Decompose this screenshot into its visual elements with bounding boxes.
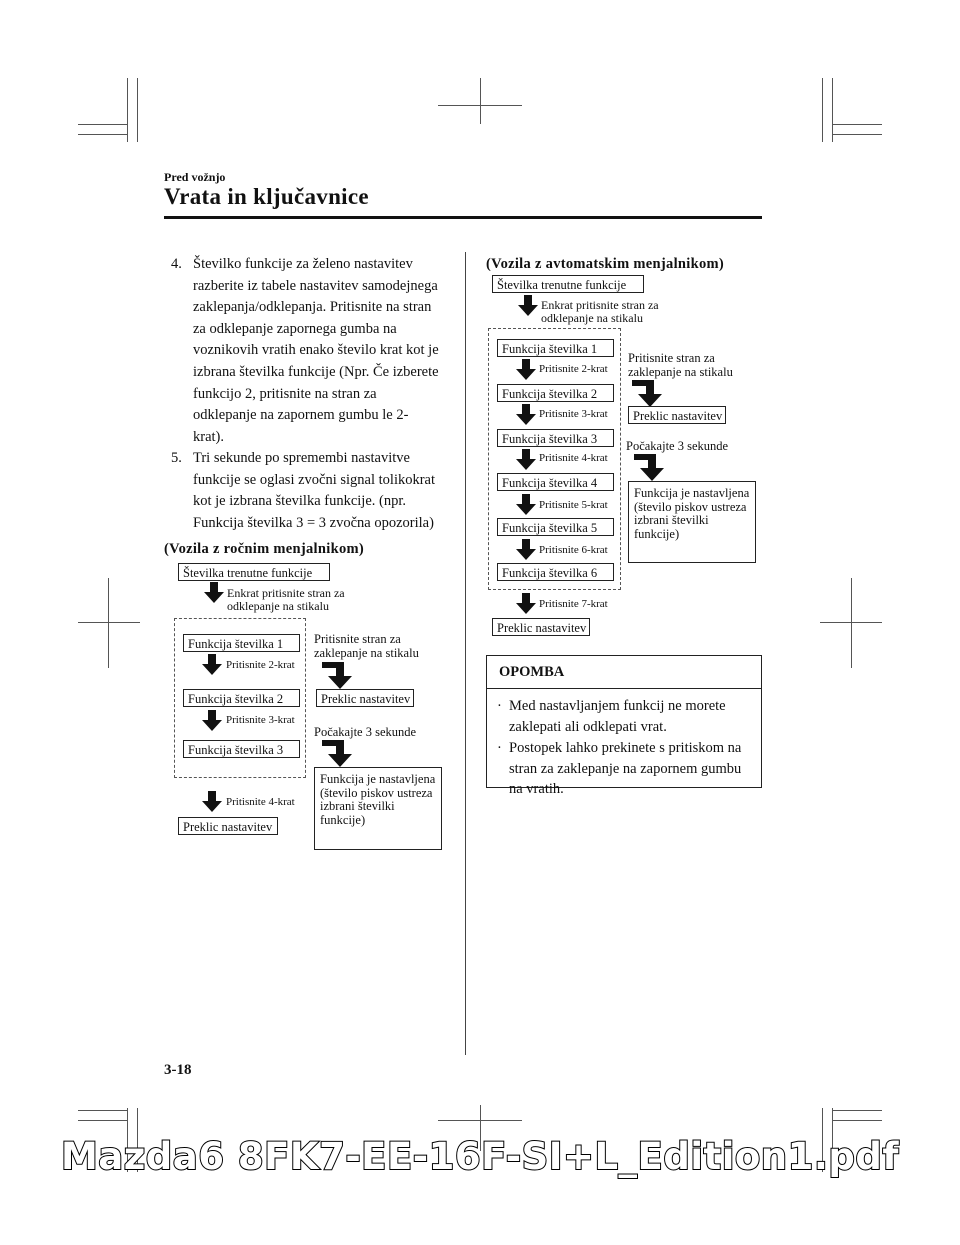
auto-press-5-label: Pritisnite 5-krat	[539, 499, 608, 511]
section-label: Pred vožnjo	[164, 170, 226, 184]
down-arrow-icon	[514, 404, 538, 426]
manual-function-1-box: Funkcija številka 1	[183, 634, 300, 652]
page-title: Vrata in ključavnice	[164, 184, 369, 209]
bent-arrow-icon	[322, 662, 356, 690]
auto-press-unlock-label: Enkrat pritisnite stran za odklepanje na stikalu	[541, 298, 659, 325]
down-arrow-icon	[514, 449, 538, 471]
down-arrow-icon	[200, 791, 224, 813]
footer-filename: Mazda6 8FK7-EE-16F-SI+L_Edition1.pdf	[60, 1135, 900, 1178]
column-divider	[465, 252, 466, 1055]
bent-arrow-icon	[634, 454, 668, 482]
down-arrow-icon	[200, 710, 224, 732]
auto-cancel-box: Preklic nastavitev	[628, 406, 726, 424]
automatic-heading: (Vozila z avtomatskim menjalnikom)	[486, 256, 725, 272]
manual-press-3-label: Pritisnite 3-krat	[226, 714, 295, 726]
down-arrow-icon	[514, 539, 538, 561]
auto-press-6-label: Pritisnite 6-krat	[539, 544, 608, 556]
down-arrow-icon	[514, 359, 538, 381]
step-5	[171, 448, 439, 534]
auto-function-3-box: Funkcija številka 3	[497, 429, 614, 447]
note-bullet	[497, 696, 757, 737]
auto-wait-label: Počakajte 3 sekunde	[626, 439, 729, 453]
manual-result-box: Funkcija je nastavljena (število piskov ustreza izbrani številki funkcije)	[314, 767, 442, 850]
step-text: Tri sekunde po spremembi nastavitve funkcije se oglasi zvočni signal tolikokrat kot je izbrana številka funkcije. (npr. Funkcija številka 3 = 3 zvočna opozorila)	[193, 450, 436, 531]
manual-press-lock-label: Pritisnite stran za zaklepanje na stikalu	[314, 632, 419, 660]
page-number: 3-18	[164, 1062, 192, 1078]
step-number: 4.	[171, 256, 182, 272]
down-arrow-icon	[514, 494, 538, 516]
bullet-dot-icon: ·	[497, 698, 502, 714]
down-arrow-icon	[514, 593, 538, 615]
note-rule	[487, 688, 761, 689]
manual-current-function-box: Številka trenutne funkcije	[178, 563, 330, 581]
auto-function-5-box: Funkcija številka 5	[497, 518, 614, 536]
manual-function-3-box: Funkcija številka 3	[183, 740, 300, 758]
note-bullet-text: Med nastavljanjem funkcij ne morete zaklepati ali odklepati vrat.	[509, 698, 726, 735]
auto-function-4-box: Funkcija številka 4	[497, 473, 614, 491]
manual-press-unlock-label: Enkrat pritisnite stran za odklepanje na stikalu	[227, 586, 345, 613]
manual-cancel-bottom-box: Preklic nastavitev	[178, 817, 278, 835]
auto-press-3-label: Pritisnite 3-krat	[539, 408, 608, 420]
note-box	[486, 655, 762, 797]
auto-cancel-bottom-box: Preklic nastavitev	[492, 618, 590, 636]
step-number: 5.	[171, 450, 182, 466]
auto-press-7-label: Pritisnite 7-krat	[539, 598, 608, 610]
step-4	[171, 254, 439, 448]
auto-function-1-box: Funkcija številka 1	[497, 339, 614, 357]
auto-result-box: Funkcija je nastavljena (število piskov ustreza izbrani številki funkcije)	[628, 481, 756, 563]
auto-function-2-box: Funkcija številka 2	[497, 384, 614, 402]
note-bullet-text: Postopek lahko prekinete s pritiskom na stran za zaklepanje na zapornem gumbu na vratih.	[509, 740, 742, 797]
step-text: Številko funkcije za želeno nastavitev razberite iz tabele nastavitev samodejnega zaklepanja/odklepanja. Pritisnite na stran za odklepanje zapornega gumba na voznikovih vratih enako število krat kot je izbrana številka funkcije (Npr. Če izberete funkcijo 2, pritisnite na stran za odklepanje na zapornem gumbu le 2-krat).	[193, 256, 439, 445]
auto-function-6-box: Funkcija številka 6	[497, 563, 614, 581]
down-arrow-icon	[516, 295, 540, 317]
manual-press-2-label: Pritisnite 2-krat	[226, 659, 295, 671]
down-arrow-icon	[200, 654, 224, 676]
auto-press-4-label: Pritisnite 4-krat	[539, 452, 608, 464]
header-rule	[164, 216, 762, 219]
manual-cancel-box: Preklic nastavitev	[316, 689, 414, 707]
auto-press-2-label: Pritisnite 2-krat	[539, 363, 608, 375]
bent-arrow-icon	[322, 740, 356, 768]
manual-function-2-box: Funkcija številka 2	[183, 689, 300, 707]
auto-press-lock-label: Pritisnite stran za zaklepanje na stikalu	[628, 351, 733, 379]
manual-wait-label: Počakajte 3 sekunde	[314, 725, 417, 739]
bent-arrow-icon	[632, 380, 666, 408]
bullet-dot-icon: ·	[497, 740, 502, 756]
note-title: OPOMBA	[499, 664, 565, 680]
manual-heading: (Vozila z ročnim menjalnikom)	[164, 541, 365, 557]
manual-press-4-label: Pritisnite 4-krat	[226, 796, 295, 808]
down-arrow-icon	[202, 582, 226, 604]
note-bullet	[497, 738, 757, 800]
auto-current-function-box: Številka trenutne funkcije	[492, 275, 644, 293]
